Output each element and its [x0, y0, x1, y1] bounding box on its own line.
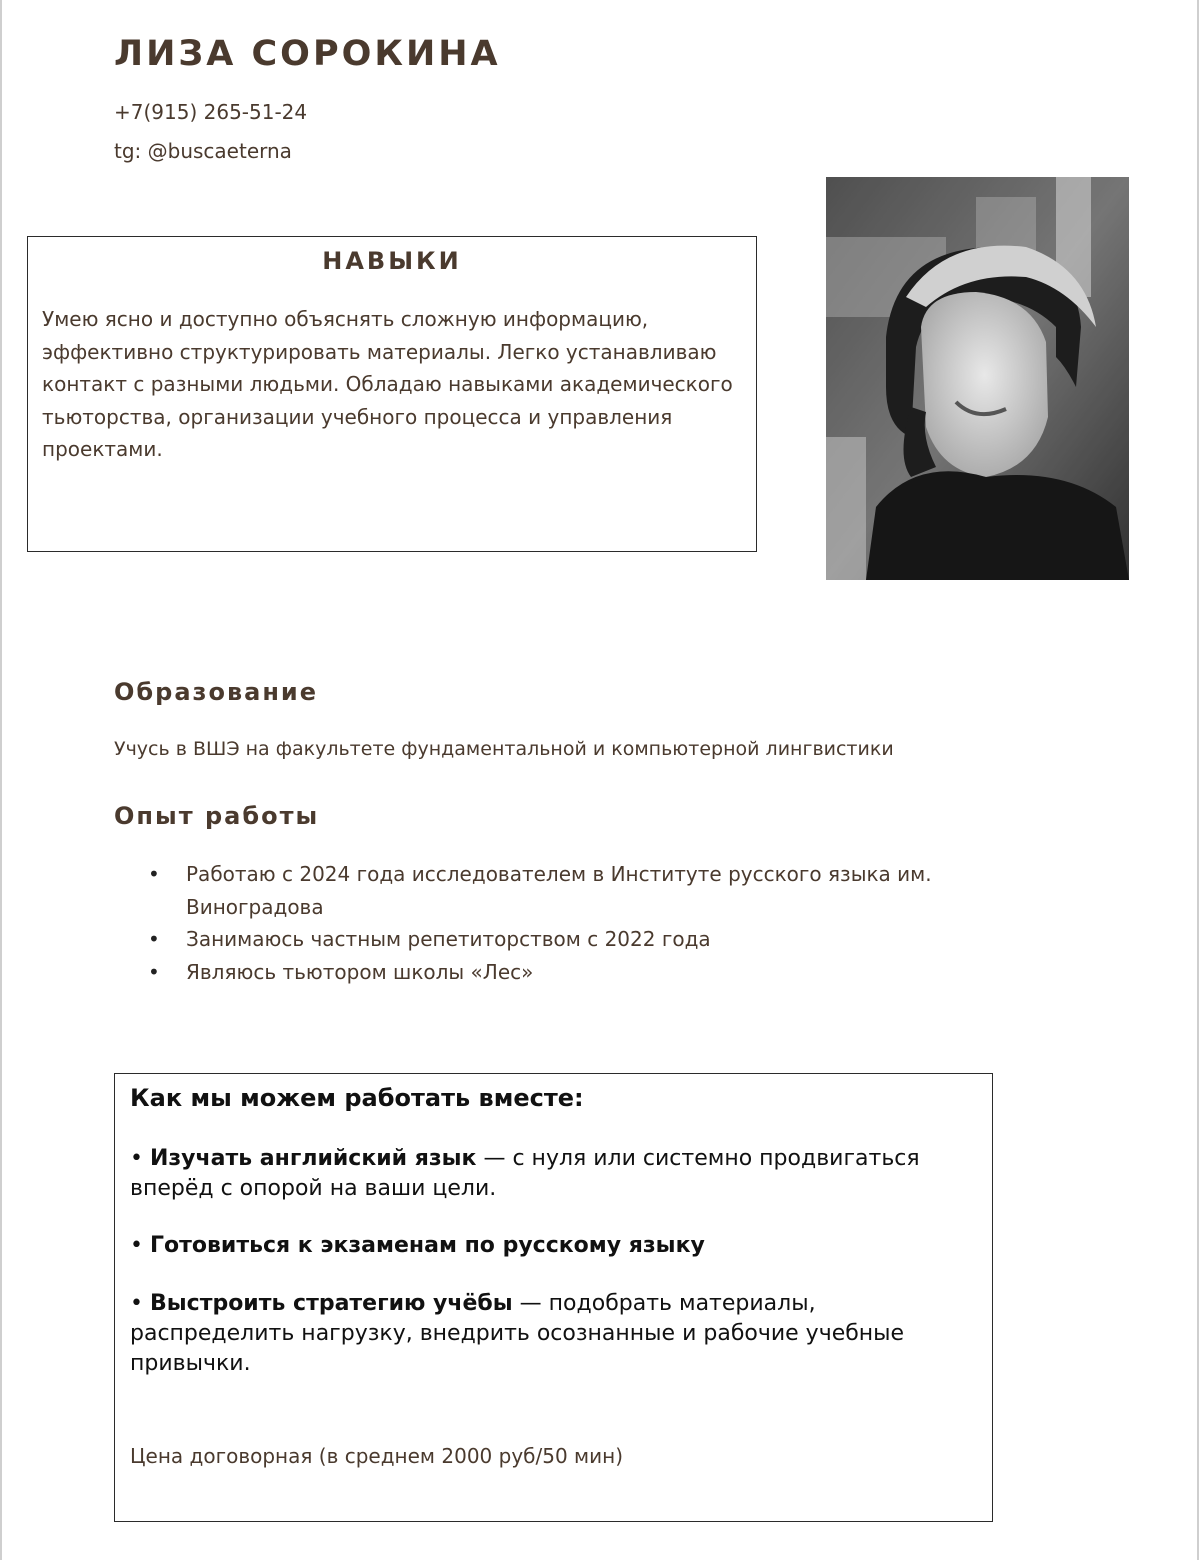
offer-description: — подобрать материалы, распределить нагрузку, внедрить осознанные и рабочие учебные привычки.	[130, 1291, 905, 1376]
offer-description: — с нуля или системно продвигаться вперёд с опорой на ваши цели.	[130, 1146, 920, 1201]
offer-heading: Готовиться к экзаменам по русскому языку	[149, 1233, 705, 1258]
work-experience-title: Опыт работы	[114, 802, 320, 830]
telegram-handle: tg: @buscaeterna	[114, 139, 292, 163]
offer-heading: Изучать английский язык	[149, 1146, 477, 1171]
price-note: Цена договорная (в среднем 2000 руб/50 мин)	[130, 1444, 623, 1468]
portrait-photo-graphic	[826, 177, 1129, 580]
phone-number: +7(915) 265-51-24	[114, 100, 308, 124]
work-item-text: Работаю с 2024 года исследователем в Институте русского языка им. Виноградова	[186, 862, 932, 919]
bullet-icon: •	[148, 862, 160, 886]
skills-box	[27, 236, 757, 552]
education-title: Образование	[114, 678, 319, 706]
work-experience-list	[148, 858, 988, 988]
skills-title: НАВЫКИ	[322, 247, 462, 275]
offer-item	[130, 1144, 960, 1204]
list-item	[148, 923, 988, 956]
education-text: Учусь в ВШЭ на факультете фундаментальной и компьютерной лингвистики	[114, 738, 894, 760]
work-item-text: Занимаюсь частным репетиторством с 2022 года	[186, 927, 711, 951]
offer-bullet: •	[130, 1146, 150, 1171]
list-item	[148, 956, 988, 989]
resume-name: ЛИЗА СОРОКИНА	[114, 34, 501, 74]
portrait-photo	[826, 177, 1129, 580]
page-edge-left	[0, 0, 2, 1560]
offer-bullet: •	[130, 1233, 150, 1258]
offer-item	[130, 1289, 960, 1379]
skills-text: Умею ясно и доступно объяснять сложную информацию, эффективно структурировать материалы. Легко устанавливаю контакт с разными людьми. Обладаю навыками академического тьюторства, организации учебного процесса и управления проектами.	[42, 307, 733, 461]
work-together-box	[114, 1073, 993, 1522]
offer-item	[130, 1231, 960, 1261]
work-together-title: Как мы можем работать вместе:	[130, 1084, 584, 1112]
offer-heading: Выстроить стратегию учёбы	[149, 1291, 513, 1316]
bullet-icon: •	[148, 959, 160, 984]
offer-bullet: •	[130, 1291, 150, 1316]
work-item-text: Являюсь тьютором школы «Лес»	[186, 959, 534, 984]
bullet-icon: •	[148, 927, 160, 951]
list-item	[148, 858, 988, 923]
